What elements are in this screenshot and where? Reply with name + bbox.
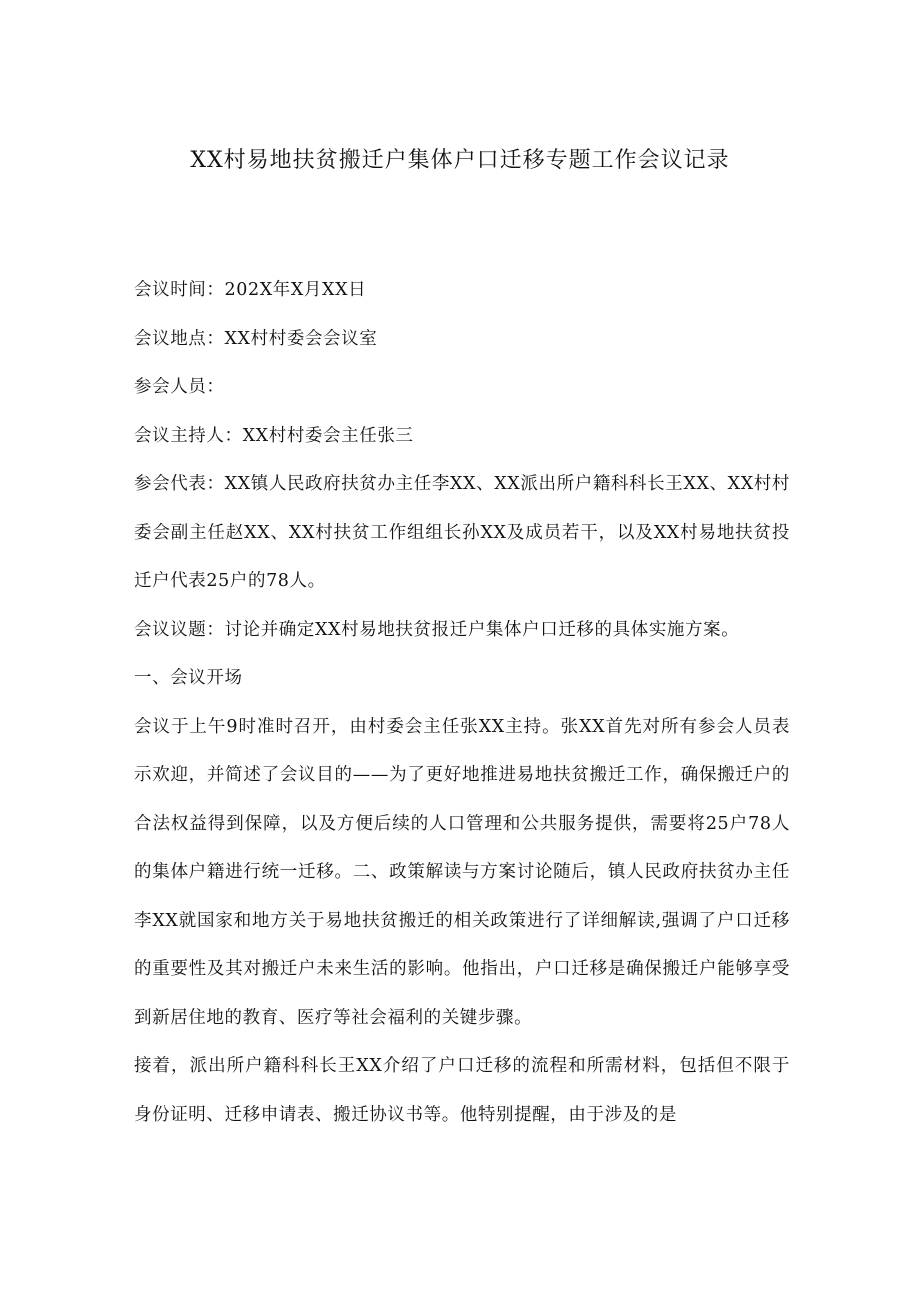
meeting-host: 会议主持人：XX村村委会主任张三 [134,425,414,446]
document-body [134,266,790,1139]
paragraph-procedure: 接着，派出所户籍科科长王XX介绍了户口迁移的流程和所需材料，包括但不限于身份证明、迁移申请表、搬迁协议书等。他特别提醒，由于涉及的是 [134,1056,790,1125]
meeting-time: 会议时间：202X年X月XX日 [134,280,367,300]
meeting-representatives: 参会代表：XX镇人民政府扶贫办主任李XX、XX派出所户籍科科长王XX、XX村村委会副主任赵XX、XX村扶贫工作组组长孙XX及成员若干，以及XX村易地扶贫投迁户代表25户的78人。 [134,474,790,591]
paragraph-opening: 会议于上午9时准时召开，由村委会主任张XX主持。张XX首先对所有参会人员表示欢迎，并简述了会议目的——为了更好地推进易地扶贫搬迁工作，确保搬迁户的合法权益得到保障，以及方便后续的人口管理和公共服务提供，需要将25户78人的集体户籍进行统一迁移。二、政策解读与方案讨论随后，镇人民政府扶贫办主任李XX就国家和地方关于易地扶贫搬迁的相关政策进行了详细解读,强调了户口迁移的重要性及其对搬迁户未来生活的影响。他指出，户口迁移是确保搬迁户能够享受到新居住地的教育、医疗等社会福利的关键步骤。 [134,716,790,1028]
meeting-topic: 会议议题：讨论并确定XX村易地扶贫报迁户集体户口迁移的具体实施方案。 [134,619,740,640]
document-title: XX村易地扶贫搬迁户集体户口迁移专题工作会议记录 [190,148,730,173]
meeting-place: 会议地点：XX村村委会会议室 [134,328,378,349]
section-heading-opening: 一、会议开场 [134,668,243,688]
attendees-label: 参会人员： [134,377,225,397]
